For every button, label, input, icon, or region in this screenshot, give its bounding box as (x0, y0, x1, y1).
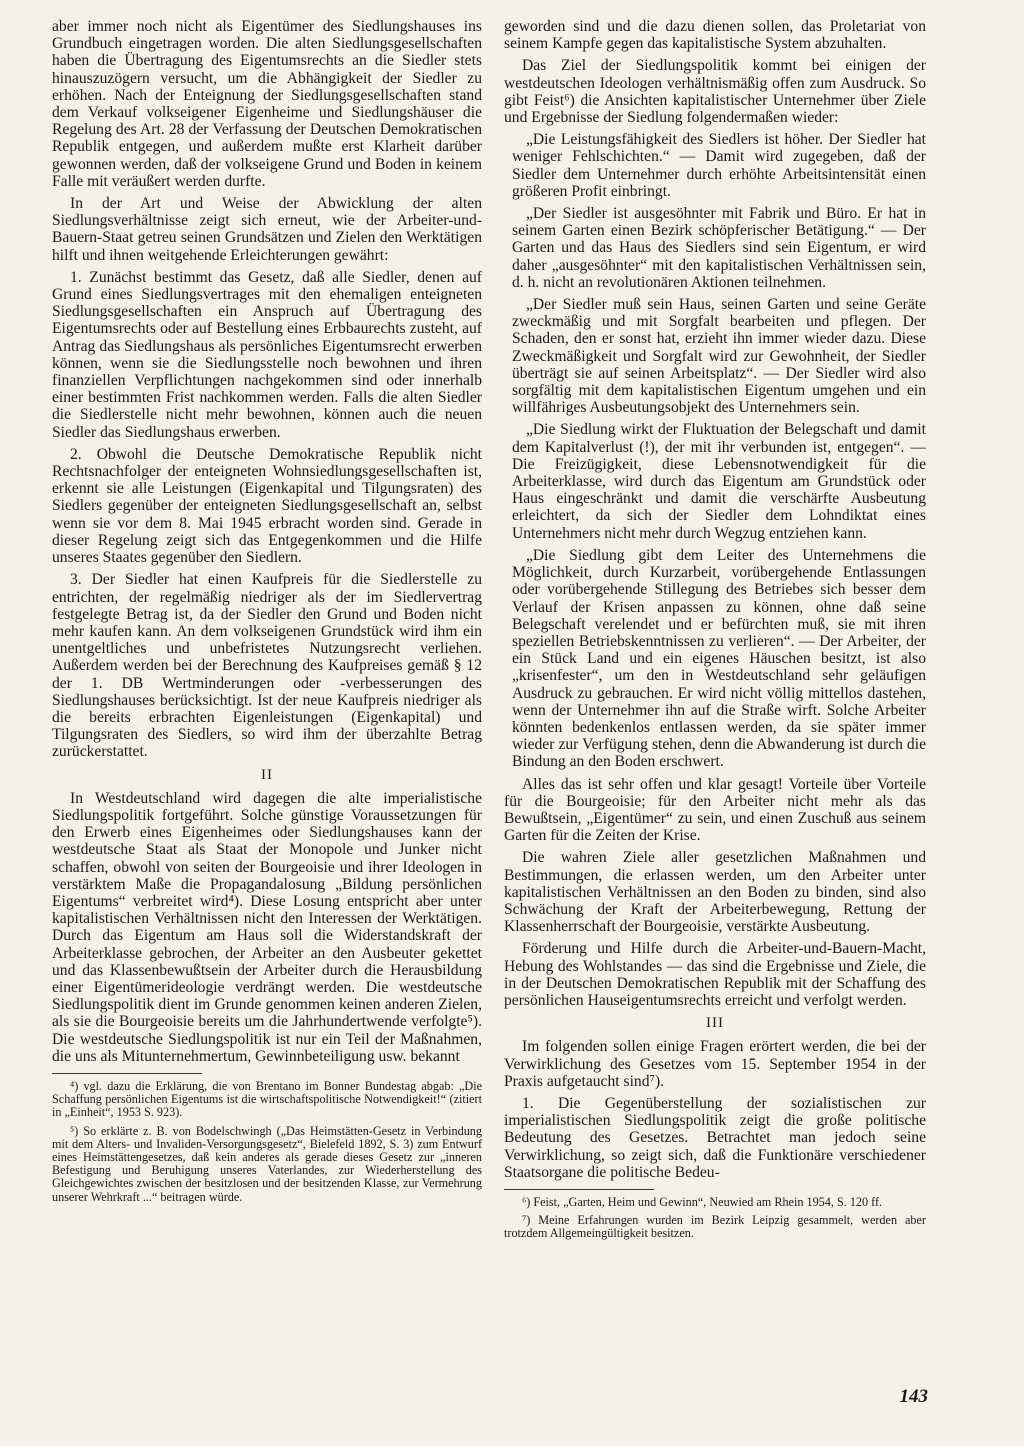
paragraph: 2. Obwohl die Deutsche Demokratische Republik nicht Rechtsnachfolger der enteigneten Wohnsiedlungsgesellschaften ist, erkennt sie alle Leistungen (Eigenkapital und Tilgungsraten) des Siedlers gegenüber der enteigneten Siedlungsgesellschaft an, selbst wenn sie vor dem 8. Mai 1945 erbracht worden sind. Gerade in dieser Regelung zeigt sich das Entgegenkommen und die Hilfe unseres Staates gegenüber den Siedlern. (52, 445, 482, 567)
paragraph: Im folgenden sollen einige Fragen erörtert werden, die bei der Verwirklichung des Gesetzes vom 15. September 1954 in der Praxis aufgetaucht sind⁷). (504, 1038, 926, 1090)
page-number: 143 (899, 1386, 928, 1407)
footnote-4: ⁴) vgl. dazu die Erklärung, die von Brentano im Bonner Bundestag abgab: „Die Schaffung persönlichen Eigentums ist die wirtschaftspolitische Notwendigkeit!“ (zitiert in „Einheit“, 1953 S. 923). (52, 1078, 482, 1120)
quote-paragraph: „Der Siedler muß sein Haus, seinen Garten und seine Geräte zweckmäßig und mit Sorgfalt bearbeiten und pflegen. Der Schaden, den er sonst hat, erzieht ihn immer wieder dazu. Diese Zweckmäßigkeit und Sorgfalt wird zur Gewohnheit, der Siedler überträgt sie auf seinen Arbeitsplatz“. — Der Siedler wird also sorgfältig mit dem kapitalistischen Eigentum umgehen und ein willfähriges Ausbeutungsobjekt des Unternehmers sein. (512, 296, 926, 417)
right-column (504, 18, 926, 1246)
quote-paragraph: „Die Siedlung wirkt der Fluktuation der Belegschaft und damit dem Kapitalverlust (!), der mit ihr verbunden ist, entgegen“. — Die Freizügigkeit, diese Lebensnotwendigkeit für die Arbeiterklasse, wird durch das Eigentum am Grundstück oder Haus eingeschränkt und damit die verschärfte Ausbeutung erleichtert, da sich der Siedler dem Lohndiktat eines Unternehmers nicht mehr durch Wegzug entziehen kann. (512, 421, 926, 542)
footnote-divider (504, 1189, 654, 1190)
paragraph: 1. Die Gegenüberstellung der sozialistischen zur imperialistischen Siedlungspolitik zeigt die große politische Bedeutung des Gesetzes. Betrachtet man jedoch seine Verwirklichung, so zeigt sich, daß die Funktionäre verschiedener Staatsorgane die politische Bedeu- (504, 1094, 926, 1181)
quote-paragraph: „Der Siedler ist ausgesöhnter mit Fabrik und Büro. Er hat in seinem Garten einen Bezirk schöpferischer Betätigung.“ — Der Garten und das Haus des Siedlers sind sein Eigentum, er wird daher „ausgesöhnter“ mit den kapitalistischen Verhältnissen sein, d. h. nicht an revolutionären Aktionen teilnehmen. (512, 205, 926, 291)
left-column (52, 18, 482, 1209)
paragraph: geworden sind und die dazu dienen sollen, das Proletariat von seinem Kampfe gegen das kapitalistische System abzuhalten. (504, 18, 926, 53)
footnote-5: ⁵) So erklärte z. B. von Bodelschwingh („Das Heimstätten-Gesetz in Verbindung mit dem Alters- und Invaliden-Versorgungsgesetz“, Bielefeld 1892, S. 3) zum Entwurf eines Heimstättengesetzes, daß kein anderes als gerade dieses Gesetz zur „inneren Befestigung und Beruhigung unseres Vaterlandes, zur Wiederherstellung des Gleichgewichtes zwischen der besitzlosen und der besitzenden Klasse, zur Vermehrung unserer Wehrkraft ...“ beitragen würde. (52, 1123, 482, 1204)
quote-paragraph: „Die Siedlung gibt dem Leiter des Unternehmens die Möglichkeit, durch Kurzarbeit, vorübergehende Entlassungen oder vorübergehende Stillegung des Betriebes sich besser dem Verlauf der Krisen anpassen zu können, ohne daß seine Belegschaft verelendet und er befürchten muß, sie mit ihren speziellen Betriebskenntnissen zu verlieren“. — Der Arbeiter, der ein Stück Land und ein eigenes Häuschen besitzt, ist also „krisenfester“, um den in Westdeutschland sehr geläufigen Ausdruck zu gebrauchen. Er wird nicht völlig mittellos dastehen, wenn der Unternehmer ihn auf die Straße wirft. Solche Arbeiter könnten bedenkenlos entlassen werden, da sie später immer wieder zur Verfügung stehen, denn die Abwanderung ist durch die Bindung an den Boden erschwert. (512, 546, 926, 771)
paragraph: Alles das ist sehr offen und klar gesagt! Vorteile über Vorteile für die Bourgeoisie; für den Arbeiter nicht mehr als das Bewußtsein, „Eigentümer“ zu sein, und einen Zuschuß aus seinem Garten für die Zeiten der Krise. (504, 775, 926, 845)
quote-paragraph: „Die Leistungsfähigkeit des Siedlers ist höher. Der Siedler hat weniger Fehlschichten.“ — Damit wird zugegeben, daß der Siedler dem Unternehmer durch erhöhte Arbeitsintensität einen größeren Profit einbringt. (512, 131, 926, 200)
paragraph: Förderung und Hilfe durch die Arbeiter-und-Bauern-Macht, Hebung des Wohlstandes — das sind die Ergebnisse und Ziele, die in der Deutschen Demokratischen Republik mit der Schaffung des persönlichen Hauseigentumsrechts erreicht und verfolgt werden. (504, 940, 926, 1009)
paragraph: In der Art und Weise der Abwicklung der alten Siedlungsverhältnisse zeigt sich erneut, wie der Arbeiter-und-Bauern-Staat getreu seinen Grundsätzen und Zielen den Werktätigen hilft und ihnen weitgehende Erleichterungen gewährt: (52, 195, 482, 264)
footnote-divider (52, 1073, 202, 1074)
section-heading-ii: II (261, 766, 273, 783)
footnote-6: ⁶) Feist, „Garten, Heim und Gewinn“, Neuwied am Rhein 1954, S. 120 ff. (522, 1195, 883, 1209)
paragraph: 3. Der Siedler hat einen Kaufpreis für die Siedlerstelle zu entrichten, der regelmäßig niedriger als der im Siedlervertrag festgelegte Betrag ist, da der Siedler den Grund und Boden nicht mehr kaufen kann. An dem volkseigenen Grundstück wird ihm ein unentgeltliches und unbefristetes Nutzungsrecht verliehen. Außerdem werden bei der Berechnung des Kaufpreises gemäß § 12 der 1. DB Wertminderungen oder -verbesserungen des Siedlungshauses berücksichtigt. Ist der neue Kaufpreis niedriger als die bereits erbrachten Eigenleistungen (Eigenkapital) und Tilgungsraten des Siedlers, so wird ihm der überzahlte Betrag zurückerstattet. (52, 571, 482, 761)
footnote-7: ⁷) Meine Erfahrungen wurden im Bezirk Leipzig gesammelt, werden aber trotzdem Allgemeingültigkeit besitzen. (504, 1213, 926, 1241)
paragraph: aber immer noch nicht als Eigentümer des Siedlungshauses ins Grundbuch eingetragen worden. Die alten Siedlungsgesellschaften haben die Übertragung des Eigentumsrechts an die Siedler stets hinauszuzögern versucht, um die Abhängigkeit der Siedler zu erhöhen. Nach der Enteignung der Siedlungsgesellschaften stand dem Verkauf volkseigener Eigenheime und Siedlungshäuser die Regelung des Art. 28 der Verfassung der Deutschen Demokratischen Republik entgegen, und außerdem mußte erst Klarheit darüber gewonnen werden, daß der volkseigene Grund und Boden in keinem Falle mit veräußert werden durfte. (52, 18, 482, 190)
paragraph: Die wahren Ziele aller gesetzlichen Maßnahmen und Bestimmungen, die erlassen werden, um den Arbeiter unter kapitalistischen Verhältnissen an den Boden zu binden, sind also Schwächung der Kraft der Arbeiterbewegung, Rettung der Klassenherrschaft der Bourgeoisie, verstärkte Ausbeutung. (504, 849, 926, 936)
paragraph: In Westdeutschland wird dagegen die alte imperialistische Siedlungspolitik fortgeführt. Solche günstige Voraussetzungen für den Erwerb eines Eigenheimes oder Siedlungshauses kann der westdeutsche Staat als Staat der Monopole und Junker nicht schaffen, obwohl von seiten der Bourgeoisie und ihrer Ideologen in verstärktem Maße die Propagandalosung „Bildung persönlichen Eigentums“ verbreitet wird⁴). Diese Losung entspricht aber unter kapitalistischen Verhältnissen nicht den Interessen der Werktätigen. Durch das Eigentum am Haus soll die Widerstandskraft der Arbeiterklasse gebrochen, der Arbeiter an den Ausbeuter gekettet und das Klassenbewußtsein der Arbeiter durch die Herausbildung einer Eigentümerideologie verdrängt werden. Die westdeutsche Siedlungspolitik dient im Grunde genommen keinen anderen Zielen, als sie die Bourgeoisie bereits um die Jahrhundertwende verfolgte⁵). Die westdeutsche Siedlungspolitik ist nur ein Teil der Maßnahmen, die uns als Mitunternehmertum, Gewinnbeteiligung usw. bekannt (52, 789, 482, 1065)
paragraph: 1. Zunächst bestimmt das Gesetz, daß alle Siedler, denen auf Grund eines Siedlungsvertrages mit den ehemaligen enteigneten Siedlungsgesellschaften ein Anspruch auf Übertragung des Eigentumsrechts oder auf Bestellung eines Erbbaurechts zusteht, auf Antrag das Siedlungshaus als persönliches Eigentumsrecht erwerben können, wenn sie die Siedlungsstelle noch bewohnen und ihren finanziellen Verpflichtungen nachgekommen sind oder innerhalb einer bestimmten Frist nachkommen werden. Falls die alten Siedler die Siedlerstelle nicht mehr bewohnen, können auch die neuen Siedler das Siedlungshaus erwerben. (52, 268, 482, 441)
section-heading-iii: III (706, 1015, 724, 1032)
paragraph: Das Ziel der Siedlungspolitik kommt bei einigen der westdeutschen Ideologen verhältnismäßig offen zum Ausdruck. So gibt Feist⁶) die Ansichten kapitalistischer Unternehmer über Ziele und Ergebnisse der Siedlung folgendermaßen wieder: (504, 57, 926, 127)
